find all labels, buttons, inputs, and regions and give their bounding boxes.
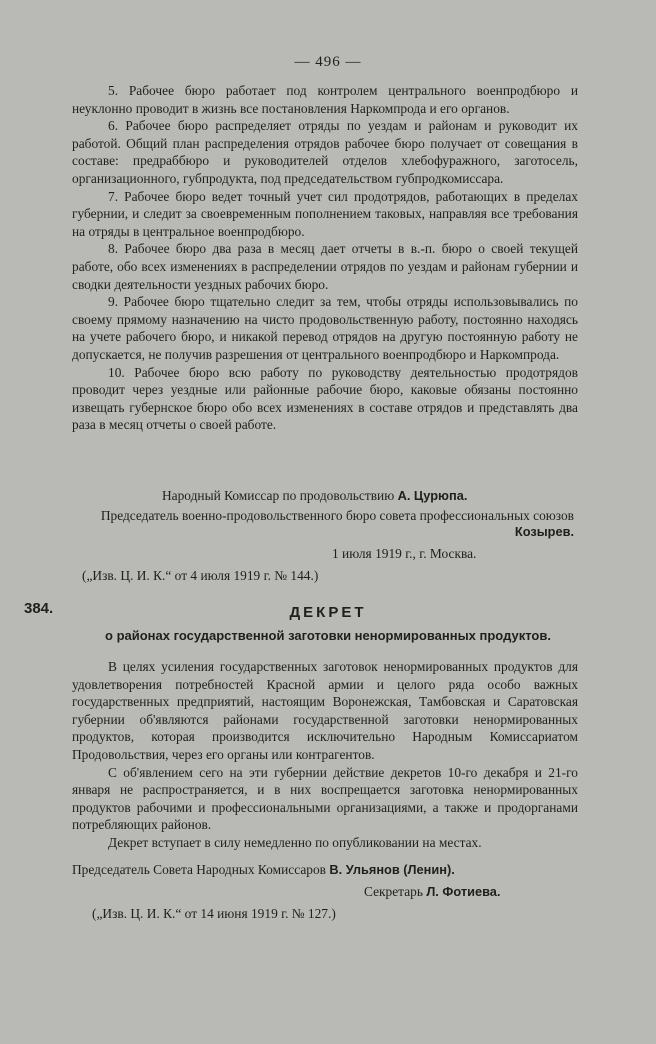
source-citation-2: („Изв. Ц. И. К.“ от 14 июня 1919 г. № 127.) (92, 906, 336, 921)
signature-2-title: Председатель военно-продовольственного бюро совета профессиональных союзов (100, 508, 574, 523)
article-8: 8. Рабочее бюро два раза в месяц дает отчеты в в.-п. бюро о своей текущей работе, обо всех изменениях в распределении отрядов по уездам и районам губернии и сводки деятельности уездных рабочих бюро. (72, 241, 578, 292)
signature-date: 1 июля 1919 г., г. Москва. (332, 546, 477, 561)
article-5: 5. Рабочее бюро работает под контролем центрального военпродбюро и неуклонно проводит в жизнь все постановления Наркомпрода и его органов. (72, 83, 578, 116)
signature-2 (62, 508, 574, 540)
decree-paragraph-2: С об'явлением сего на эти губернии действие декретов 10-го декабря и 21-го января не распространяется, и в них воспрещается заготовка ненормированных продуктов рабочими и профессиональными организациями, а также и продорганами потребляющих районов. (72, 764, 578, 833)
decree-signature-1-name: В. Ульянов (Ленин). (329, 862, 455, 877)
decree-number: 384. (24, 600, 54, 617)
decree-signature-2-title: Секретарь (364, 884, 423, 899)
signature-2-name: Козырев. (514, 524, 574, 539)
decree-subtitle: о районах государственной заготовки ненормированных продуктов. (105, 628, 551, 643)
article-7: 7. Рабочее бюро ведет точный учет сил продотрядов, работающих в пределах губернии, и следит за своевременным пополнением таковых, направляя все требования на отряды в центральное военпродбюро. (72, 188, 578, 239)
decree-signature-2 (364, 884, 500, 900)
decree-body (72, 658, 578, 852)
signature-1-title: Народный Комиссар по продовольствию (162, 488, 395, 503)
article-9: 9. Рабочее бюро тщательно следит за тем, чтобы отряды использовывались по своему прямому назначению на чисто продовольственную работу, постоянно находясь на учете рабочего бюро, и никакой перевод отрядов на другую постоянную работу не допускается, не получив разрешения от центрального военпродбюро и Наркомпрода. (72, 294, 578, 362)
decree-signature-2-name: Л. Фотиева. (426, 884, 501, 899)
decree-paragraph-1: В целях усиления государственных заготовок ненормированных продуктов для удовлетворения потребностей Красной армии и целого ряда особо важных государственных предприятий, настоящим Воронежская, Тамбовская и Саратовская губернии об'являются районами государственной заготовки ненормированных продуктов, которая производится исключительно Народным Комиссариатом Продовольствия, через его органы или контрагентов. (72, 659, 578, 762)
signature-1 (162, 488, 467, 504)
decree-paragraph-3: Декрет вступает в силу немедленно по опубликовании на местах. (108, 834, 482, 850)
decree-title: ДЕКРЕТ (289, 604, 367, 621)
section-articles (72, 82, 578, 434)
source-citation-1: („Изв. Ц. И. К.“ от 4 июля 1919 г. № 144.) (82, 568, 319, 583)
signature-1-name: А. Цурюпа. (397, 488, 468, 503)
decree-signature-1 (72, 862, 455, 878)
article-6: 6. Рабочее бюро распределяет отряды по уездам и районам и руководит их работой. Общий план распределения отрядов рабочее бюро получает от совещания в составе: предраббюро и руководителей отделов хлебофуражного, заготосель, организационного, губпродукта, под председательством губпродкомиссара. (72, 118, 578, 186)
page-number: — 496 — (294, 54, 362, 70)
decree-signature-1-title: Председатель Совета Народных Комиссаров (72, 862, 326, 877)
article-10: 10. Рабочее бюро всю работу по руководству деятельностью продотрядов проводит через уездные или районные рабочие бюро, каковые обязаны постоянно извещать губернское бюро обо всех изменениях в составе отрядов и представлять два раза в месяц отчеты о своей работе. (72, 364, 578, 433)
